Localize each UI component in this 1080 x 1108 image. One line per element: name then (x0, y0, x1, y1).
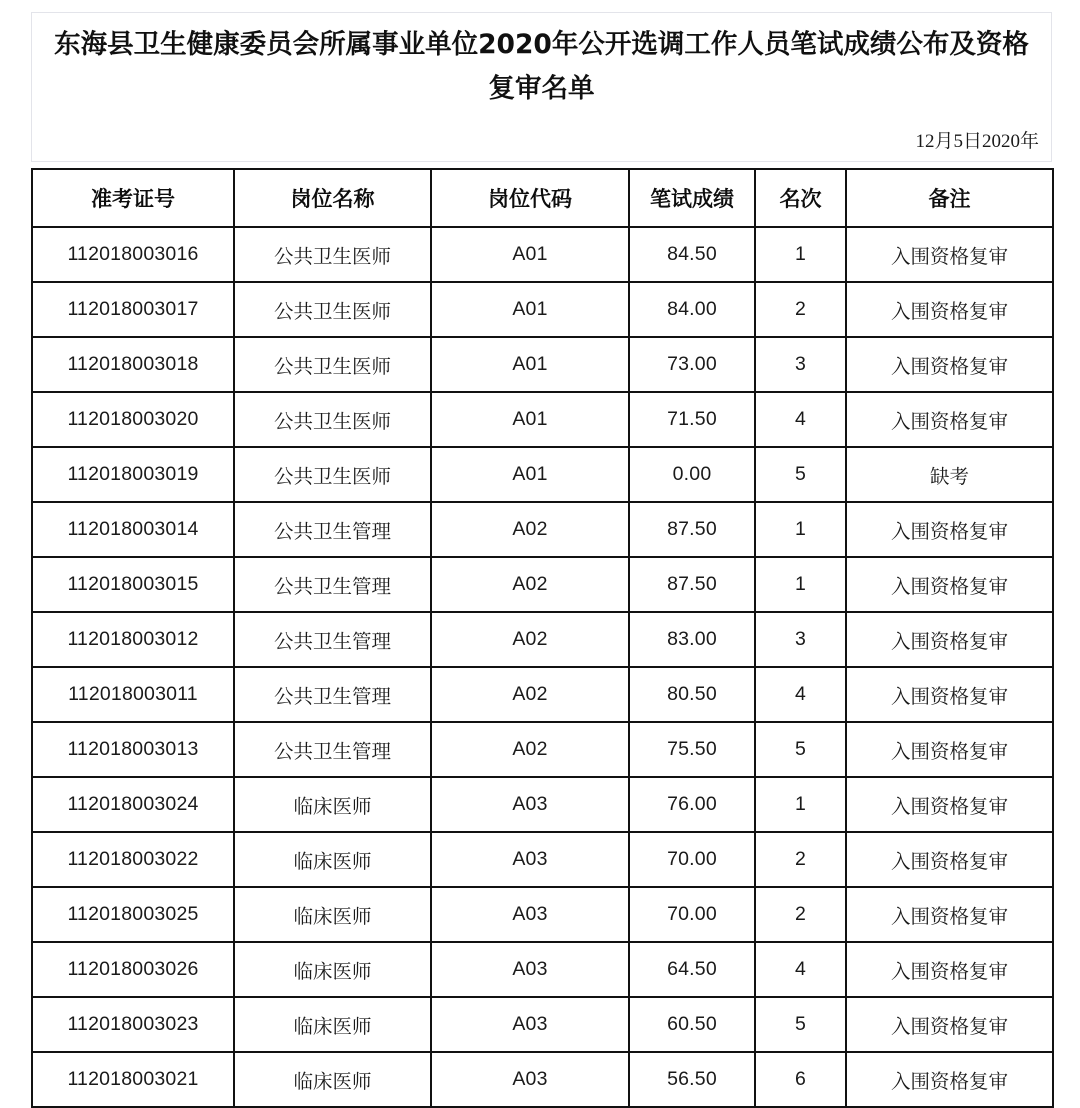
cell-remark: 入围资格复审 (846, 887, 1053, 942)
cell-post_code: A02 (431, 557, 629, 612)
table-row (32, 1052, 1053, 1107)
cell-remark: 入围资格复审 (846, 942, 1053, 997)
cell-post_name: 公共卫生管理 (234, 612, 431, 667)
table-row (32, 777, 1053, 832)
cell-post_code: A03 (431, 942, 629, 997)
cell-post_code: A02 (431, 722, 629, 777)
column-header-written_score: 笔试成绩 (629, 169, 755, 227)
cell-written_score: 60.50 (629, 997, 755, 1052)
table-row (32, 227, 1053, 282)
results-table (31, 168, 1054, 1108)
cell-post_name: 临床医师 (234, 997, 431, 1052)
cell-remark: 入围资格复审 (846, 612, 1053, 667)
cell-post_name: 公共卫生医师 (234, 337, 431, 392)
cell-rank: 4 (755, 667, 846, 722)
cell-remark: 入围资格复审 (846, 667, 1053, 722)
cell-post_name: 临床医师 (234, 1052, 431, 1107)
cell-admission_no: 112018003012 (32, 612, 234, 667)
cell-rank: 2 (755, 832, 846, 887)
date-row (31, 118, 1052, 162)
cell-post_name: 公共卫生管理 (234, 557, 431, 612)
table-header (32, 169, 1053, 227)
publication-date: 12月5日2020年 (915, 131, 1039, 152)
cell-admission_no: 112018003020 (32, 392, 234, 447)
cell-admission_no: 112018003024 (32, 777, 234, 832)
cell-rank: 1 (755, 227, 846, 282)
cell-remark: 入围资格复审 (846, 722, 1053, 777)
table-row (32, 447, 1053, 502)
column-header-post_code: 岗位代码 (431, 169, 629, 227)
cell-remark: 入围资格复审 (846, 502, 1053, 557)
cell-written_score: 71.50 (629, 392, 755, 447)
cell-written_score: 87.50 (629, 557, 755, 612)
cell-written_score: 70.00 (629, 887, 755, 942)
cell-admission_no: 112018003014 (32, 502, 234, 557)
table-header-row (32, 169, 1053, 227)
cell-post_name: 公共卫生医师 (234, 392, 431, 447)
cell-admission_no: 112018003021 (32, 1052, 234, 1107)
table-row (32, 832, 1053, 887)
cell-written_score: 75.50 (629, 722, 755, 777)
cell-rank: 6 (755, 1052, 846, 1107)
cell-admission_no: 112018003015 (32, 557, 234, 612)
cell-written_score: 84.50 (629, 227, 755, 282)
table-row (32, 942, 1053, 997)
cell-admission_no: 112018003023 (32, 997, 234, 1052)
cell-admission_no: 112018003019 (32, 447, 234, 502)
cell-rank: 4 (755, 392, 846, 447)
cell-remark: 入围资格复审 (846, 832, 1053, 887)
cell-admission_no: 112018003013 (32, 722, 234, 777)
cell-post_code: A01 (431, 337, 629, 392)
cell-post_code: A03 (431, 997, 629, 1052)
cell-rank: 4 (755, 942, 846, 997)
cell-written_score: 84.00 (629, 282, 755, 337)
column-header-remark: 备注 (846, 169, 1053, 227)
cell-written_score: 64.50 (629, 942, 755, 997)
cell-post_code: A02 (431, 667, 629, 722)
cell-post_name: 临床医师 (234, 887, 431, 942)
cell-written_score: 70.00 (629, 832, 755, 887)
cell-admission_no: 112018003017 (32, 282, 234, 337)
cell-admission_no: 112018003025 (32, 887, 234, 942)
table-row (32, 282, 1053, 337)
cell-rank: 1 (755, 502, 846, 557)
cell-rank: 3 (755, 612, 846, 667)
cell-remark: 入围资格复审 (846, 1052, 1053, 1107)
cell-post_name: 公共卫生管理 (234, 667, 431, 722)
cell-post_name: 公共卫生医师 (234, 282, 431, 337)
cell-admission_no: 112018003018 (32, 337, 234, 392)
table-row (32, 722, 1053, 777)
column-header-post_name: 岗位名称 (234, 169, 431, 227)
cell-written_score: 73.00 (629, 337, 755, 392)
table-row (32, 612, 1053, 667)
cell-rank: 5 (755, 722, 846, 777)
cell-post_name: 公共卫生管理 (234, 502, 431, 557)
cell-remark: 入围资格复审 (846, 777, 1053, 832)
cell-remark: 入围资格复审 (846, 227, 1053, 282)
cell-post_code: A03 (431, 777, 629, 832)
cell-post_code: A03 (431, 887, 629, 942)
cell-post_code: A01 (431, 227, 629, 282)
cell-admission_no: 112018003026 (32, 942, 234, 997)
cell-rank: 3 (755, 337, 846, 392)
cell-post_code: A03 (431, 1052, 629, 1107)
cell-post_code: A01 (431, 392, 629, 447)
cell-post_name: 临床医师 (234, 777, 431, 832)
cell-remark: 入围资格复审 (846, 557, 1053, 612)
cell-written_score: 0.00 (629, 447, 755, 502)
cell-remark: 入围资格复审 (846, 282, 1053, 337)
cell-rank: 5 (755, 447, 846, 502)
column-header-rank: 名次 (755, 169, 846, 227)
cell-rank: 1 (755, 557, 846, 612)
table-row (32, 392, 1053, 447)
table-row (32, 667, 1053, 722)
cell-admission_no: 112018003011 (32, 667, 234, 722)
cell-post_name: 公共卫生医师 (234, 227, 431, 282)
cell-remark: 入围资格复审 (846, 337, 1053, 392)
cell-post_name: 公共卫生医师 (234, 447, 431, 502)
cell-post_code: A02 (431, 502, 629, 557)
cell-post_name: 临床医师 (234, 942, 431, 997)
cell-post_code: A01 (431, 447, 629, 502)
cell-rank: 1 (755, 777, 846, 832)
table-row (32, 337, 1053, 392)
cell-post_name: 公共卫生管理 (234, 722, 431, 777)
cell-written_score: 87.50 (629, 502, 755, 557)
cell-rank: 2 (755, 282, 846, 337)
table-row (32, 887, 1053, 942)
cell-remark: 入围资格复审 (846, 997, 1053, 1052)
cell-post_code: A03 (431, 832, 629, 887)
cell-written_score: 83.00 (629, 612, 755, 667)
results-table-wrapper (31, 168, 1052, 1108)
page-title: 东海县卫生健康委员会所属事业单位2020年公开选调工作人员笔试成绩公布及资格复审名单 (54, 29, 1029, 104)
title-block (31, 12, 1052, 126)
cell-written_score: 80.50 (629, 667, 755, 722)
cell-written_score: 76.00 (629, 777, 755, 832)
cell-post_code: A01 (431, 282, 629, 337)
cell-admission_no: 112018003022 (32, 832, 234, 887)
cell-rank: 2 (755, 887, 846, 942)
cell-rank: 5 (755, 997, 846, 1052)
cell-post_code: A02 (431, 612, 629, 667)
cell-remark: 缺考 (846, 447, 1053, 502)
table-body (32, 227, 1053, 1107)
cell-admission_no: 112018003016 (32, 227, 234, 282)
cell-remark: 入围资格复审 (846, 392, 1053, 447)
cell-post_name: 临床医师 (234, 832, 431, 887)
table-row (32, 997, 1053, 1052)
column-header-admission_no: 准考证号 (32, 169, 234, 227)
table-row (32, 502, 1053, 557)
table-row (32, 557, 1053, 612)
cell-written_score: 56.50 (629, 1052, 755, 1107)
